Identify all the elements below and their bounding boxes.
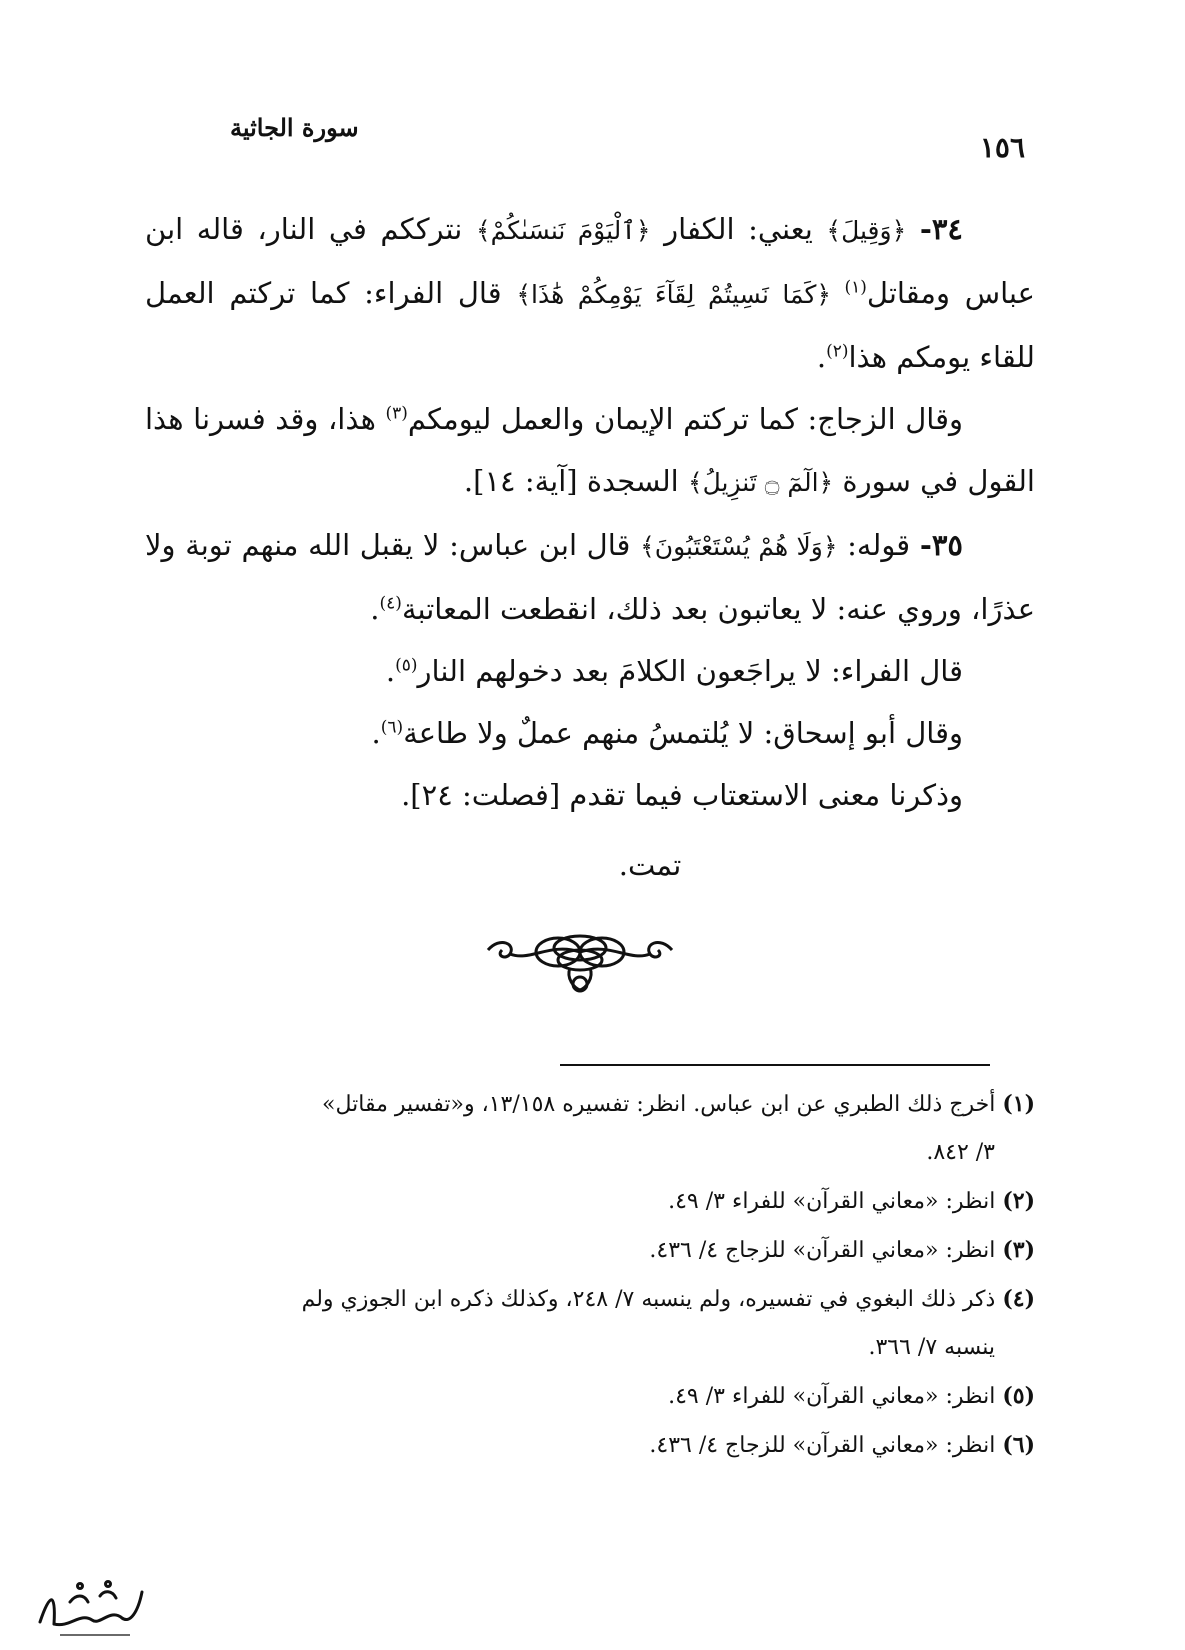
footnote-ref[interactable]: (٦)	[380, 717, 404, 738]
footnote-number: (٤)	[1002, 1286, 1035, 1312]
footnote-continuation: ينسبه ٧/ ٣٦٦.	[868, 1335, 995, 1360]
quran-quote: ﴿الٓمٓ ۝ تَنزِيلُ﴾	[687, 468, 834, 497]
text-span: قوله:	[837, 528, 920, 562]
calligraphy-logo-icon	[30, 1572, 150, 1642]
text-span: نترككم في النار، قاله ابن عباس ومقاتل	[145, 212, 1035, 310]
footnote-text: انظر: «معاني القرآن» للفراء ٣/ ٤٩.	[668, 1384, 1003, 1409]
footnote-2	[140, 1177, 1035, 1226]
quran-quote: ﴿وَلَا هُمْ يُسْتَعْتَبُونَ﴾	[640, 532, 838, 561]
text-span: قال ابن عباس: لا يقبل الله منهم توبة ولا عذرًا، وروي عنه: لا يعاتبون بعد ذلك، انقطعت المعاتبة	[145, 528, 1035, 626]
text-span: قال الفراء: لا يراجَعون الكلامَ بعد دخولهم النار	[417, 654, 963, 688]
footnote-number: (١)	[1002, 1091, 1035, 1117]
text-span: قال الفراء: كما تركتم العمل للقاء يومكم هذا	[145, 276, 1035, 374]
footnote-4	[140, 1275, 1035, 1372]
footnote-1	[140, 1080, 1035, 1177]
main-text	[145, 198, 1035, 896]
text-span: السجدة [آية: ١٤].	[463, 464, 688, 498]
page-number: ١٥٦	[979, 131, 1025, 164]
footnote-ref[interactable]: (١)	[844, 277, 867, 298]
paragraph-verse-35	[145, 514, 1035, 640]
text-span: يعني: الكفار	[650, 212, 827, 246]
text-span: .	[370, 592, 380, 626]
text-span: وقال الزجاج: كما تركتم الإيمان والعمل ليومكم	[407, 402, 964, 436]
footnote-ref[interactable]: (٥)	[395, 655, 418, 676]
footnote-text: انظر: «معاني القرآن» للزجاج ٤/ ٤٣٦.	[649, 1238, 1003, 1263]
footnote-3	[140, 1226, 1035, 1275]
text-span: .	[371, 716, 381, 750]
paragraph-verse-34	[145, 198, 1035, 388]
text-span: .	[816, 340, 827, 374]
quran-quote: ﴿وَقِيلَ﴾	[826, 216, 907, 245]
footnote-separator	[560, 1064, 990, 1066]
verse-number: ٣٥-	[919, 528, 964, 562]
paragraph-zajjaj	[145, 388, 1035, 514]
text-span: هذا، وقد فسرنا هذا القول في سورة	[145, 402, 1035, 498]
footnote-ref[interactable]: (٤)	[379, 593, 402, 614]
footnote-ref[interactable]: (٣)	[385, 403, 408, 424]
paragraph-farra	[145, 640, 1035, 702]
surah-title: سورة الجاثية	[230, 113, 359, 142]
knot-ornament-icon	[480, 922, 680, 1000]
footnote-text: أخرج ذلك الطبري عن ابن عباس. انظر: تفسيره ١٣/١٥٨، و«تفسير مقاتل»	[322, 1092, 1003, 1117]
verse-number: ٣٤-	[919, 212, 964, 246]
footnote-number: (٢)	[1002, 1188, 1035, 1214]
footnote-number: (٥)	[1002, 1383, 1035, 1409]
footnote-number: (٦)	[1002, 1432, 1035, 1458]
text-span: .	[385, 654, 396, 688]
footnote-ref[interactable]: (٢)	[826, 341, 849, 362]
text-span: وقال أبو إسحاق: لا يُلتمسُ منهم عملٌ ولا طاعة	[403, 716, 963, 750]
page-header	[150, 105, 1035, 165]
footnote-text: انظر: «معاني القرآن» للزجاج ٤/ ٤٣٦.	[649, 1433, 1003, 1458]
closing-word: تمت.	[618, 848, 682, 882]
footnote-text: انظر: «معاني القرآن» للفراء ٣/ ٤٩.	[668, 1189, 1003, 1214]
footnote-number: (٣)	[1002, 1237, 1035, 1263]
quran-quote: ﴿ٱلْيَوْمَ نَنسَىٰكُمْ﴾	[475, 216, 651, 245]
footnote-5	[140, 1372, 1035, 1421]
footnote-6	[140, 1421, 1035, 1470]
footnote-text: ذكر ذلك البغوي في تفسيره، ولم ينسبه ٧/ ٢٤٨، وكذلك ذكره ابن الجوزي ولم	[301, 1287, 1003, 1312]
footnotes	[140, 1080, 1035, 1470]
paragraph-abu-ishaq	[145, 702, 1035, 764]
quran-quote: ﴿كَمَا نَسِيتُمْ لِقَآءَ يَوْمِكُمْ هَٰذَا﴾	[516, 280, 845, 309]
paragraph-istitab: وذكرنا معنى الاستعتاب فيما تقدم [فصلت: ٢٤].	[401, 778, 963, 812]
footnote-continuation: ٣/ ٨٤٢.	[926, 1140, 995, 1165]
